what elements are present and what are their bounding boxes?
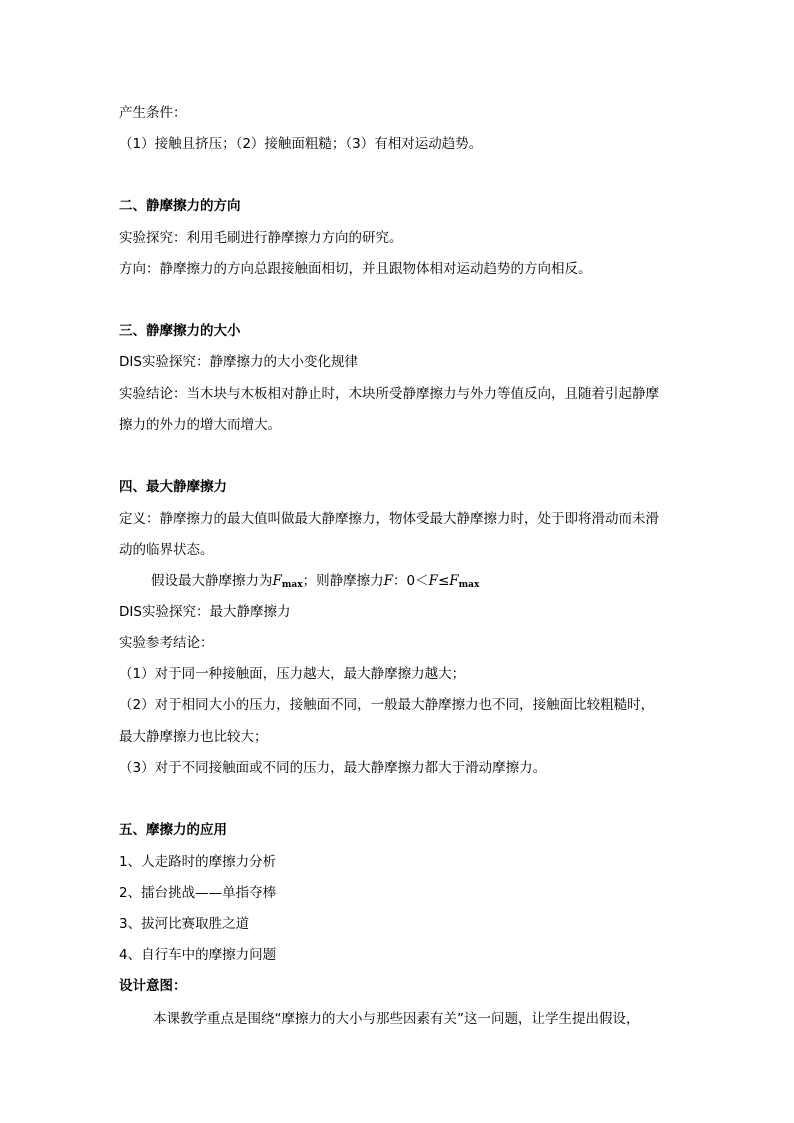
assumption-mid: ；则静摩擦力 [302,573,384,589]
section-5-item-3: 3、拔河比赛取胜之道 [119,916,250,932]
section-3-title: 三、静摩擦力的大小 [119,323,241,339]
section-4-result-2a: （2）对于相同大小的压力，接触面不同，一般最大静摩擦力也不同，接触面比较粗糙时， [119,697,655,713]
symbol-F: F [449,573,459,589]
design-intent-text: 本课教学重点是围绕“摩擦力的大小与那些因素有关”这一问题，让学生提出假设， [153,1011,640,1027]
section-2-experiment: 实验探究：利用毛刷进行静摩擦力方向的研究。 [119,230,403,246]
section-2-direction: 方向：静摩擦力的方向总跟接触面相切，并且跟物体相对运动趋势的方向相反。 [119,261,592,277]
section-5-item-1: 1、人走路时的摩擦力分析 [119,854,277,870]
symbol-F: F [383,573,393,589]
section-5-title: 五、摩擦力的应用 [119,822,227,838]
section-5-item-4: 4、自行车中的摩擦力问题 [119,947,277,963]
less-equal-sign: ≤ [437,573,450,589]
section-4-result-1: （1）对于同一种接触面，压力越大，最大静摩擦力越大； [119,666,466,682]
section-4-title: 四、最大静摩擦力 [119,479,227,495]
symbol-F: F [272,573,282,589]
section-5-item-2: 2、擂台挑战——单指夺棒 [119,885,277,901]
section-4-dis: DIS实验探究：最大静摩擦力 [119,604,291,620]
section-4-assumption [151,572,479,594]
section-4-result-3: （3）对于不同接触面或不同的压力，最大静摩擦力都大于滑动摩擦力。 [119,760,547,776]
subscript-max: max [281,580,303,590]
subscript-max: max [458,580,480,590]
section-4-definition-line2: 动的临界状态。 [119,542,214,558]
section-4-reference: 实验参考结论： [119,635,214,651]
assumption-prefix: 假设最大静摩擦力为 [151,573,273,589]
conditions-items: （1）接触且挤压；（2）接触面粗糙；（3）有相对运动趋势。 [119,136,483,152]
section-3-conclusion-line1: 实验结论：当木块与木板相对静止时，木块所受静摩擦力与外力等值反向，且随着引起静摩 [119,386,659,402]
section-4-result-2b: 最大静摩擦力也比较大； [119,729,268,745]
section-2-title: 二、静摩擦力的方向 [119,198,241,214]
conditions-label: 产生条件： [119,105,187,121]
range-prefix: ：0＜ [392,573,429,589]
section-4-definition-line1: 定义：静摩擦力的最大值叫做最大静摩擦力，物体受最大静摩擦力时，处于即将滑动而未滑 [119,511,659,527]
section-3-conclusion-line2: 擦力的外力的增大而增大。 [119,417,281,433]
symbol-F: F [428,573,438,589]
design-intent-title: 设计意图： [119,978,187,994]
section-3-dis: DIS实验探究：静摩擦力的大小变化规律 [119,354,358,370]
